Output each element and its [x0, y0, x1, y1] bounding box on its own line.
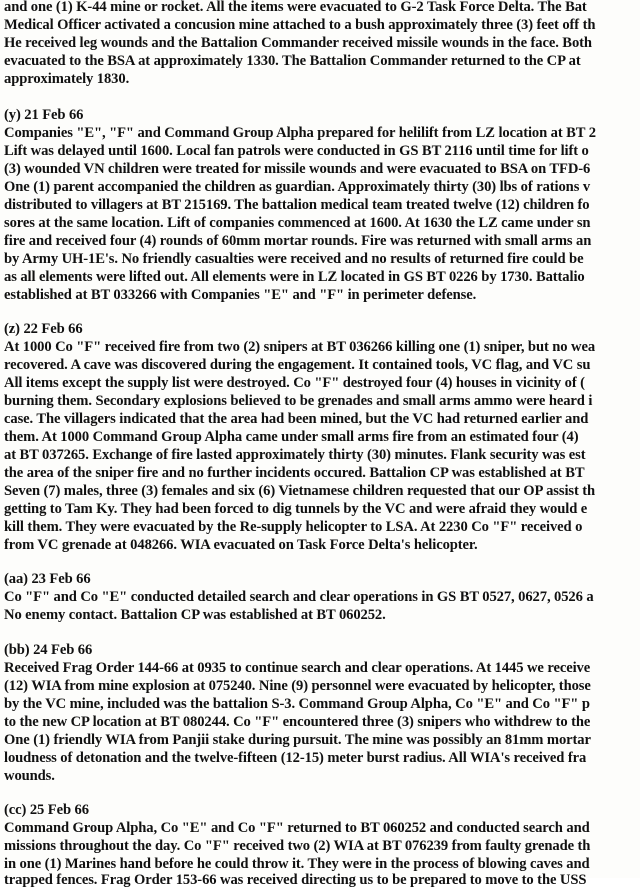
text-line: All items except the supply list were destroyed. Co "F" destroyed four (4) houses in vicinity of (	[4, 375, 585, 391]
text-line: the area of the sniper fire and no further incidents occured. Battalion CP was established at BT	[4, 465, 585, 481]
text-line: evacuated to the BSA at approximately 1330. The Battalion Commander returned to the CP at	[4, 53, 581, 69]
text-line: He received leg wounds and the Battalion Commander received missile wounds in the face. Both	[4, 35, 592, 51]
text-line: One (1) parent accompanied the children as guardian. Approximately thirty (30) lbs of rations v	[4, 179, 591, 195]
text-line: trapped fences. Frag Order 153-66 was received directing us to be prepared to move to the USS	[4, 872, 587, 888]
text-line: (12) WIA from mine explosion at 075240. Nine (9) personnel were evacuated by helicopter, those	[4, 678, 591, 694]
text-line: No enemy contact. Battalion CP was established at BT 060252.	[4, 607, 386, 623]
text-line: by the VC mine, included was the battalion S-3. Command Group Alpha, Co "E" and Co "F" p	[4, 696, 590, 712]
text-line: as all elements were lifted out. All elements were in LZ located in GS BT 0226 by 1730. Battalio	[4, 269, 585, 285]
entry-heading-z: (z) 22 Feb 66	[4, 321, 83, 337]
entry-heading-bb: (bb) 24 Feb 66	[4, 642, 93, 658]
text-line: approximately 1830.	[4, 71, 130, 87]
text-line: loudness of detonation and the twelve-fifteen (12-15) meter burst radius. All WIA's received fra	[4, 750, 587, 766]
text-line: Command Group Alpha, Co "E" and Co "F" returned to BT 060252 and conducted search and	[4, 820, 590, 836]
entry-heading-cc: (cc) 25 Feb 66	[4, 802, 89, 818]
text-line: wounds.	[4, 768, 55, 784]
text-line: sores at the same location. Lift of companies commenced at 1600. At 1630 the LZ came under sn	[4, 215, 591, 231]
text-line: Lift was delayed until 1600. Local fan patrols were conducted in GS BT 2116 until time for lift o	[4, 143, 589, 159]
text-line: burning them. Secondary explosions believed to be grenades and small arms ammo were heard i	[4, 393, 593, 409]
text-line: Medical Officer activated a concusion mine attached to a bush approximately three (3) feet off th	[4, 17, 596, 33]
text-line: Seven (7) males, three (3) females and six (6) Vietnamese children requested that our OP assist th	[4, 483, 596, 499]
text-line: and one (1) K-44 mine or rocket. All the items were evacuated to G-2 Task Force Delta. The Bat	[4, 0, 587, 15]
text-line: established at BT 033266 with Companies "E" and "F" in perimeter defense.	[4, 287, 477, 303]
text-line: kill them. They were evacuated by the Re-supply helicopter to LSA. At 2230 Co "F" received o	[4, 519, 583, 535]
text-line: fire and received four (4) rounds of 60mm mortar rounds. Fire was returned with small arms an	[4, 233, 592, 249]
entry-heading-y: (y) 21 Feb 66	[4, 107, 84, 123]
text-line: Companies "E", "F" and Command Group Alpha prepared for helilift from LZ location at BT 2	[4, 125, 596, 141]
text-line: One (1) friendly WIA from Panjii stake during pursuit. The mine was possibly an 81mm mortar	[4, 732, 591, 748]
text-line: recovered. A cave was discovered during the engagement. It contained tools, VC flag, and VC su	[4, 357, 591, 373]
text-line: Received Frag Order 144-66 at 0935 to continue search and clear operations. At 1445 we receive	[4, 660, 591, 676]
text-line: At 1000 Co "F" received fire from two (2) snipers at BT 036266 killing one (1) sniper, but no wea	[4, 339, 596, 355]
text-line: in one (1) Marines hand before he could throw it. They were in the process of blowing caves and	[4, 856, 590, 872]
text-line: by Army UH-1E's. No friendly casualties were received and no results of returned fire could be	[4, 251, 584, 267]
text-line: case. The villagers indicated that the area had been mined, but the VC had returned earlier and	[4, 411, 589, 427]
text-line: getting to Tam Ky. They had been forced to dig tunnels by the VC and were afraid they would e	[4, 501, 588, 517]
text-line: them. At 1000 Command Group Alpha came under small arms fire from an estimated four (4)	[4, 429, 579, 445]
text-line: Co "F" and Co "E" conducted detailed search and clear operations in GS BT 0527, 0627, 0526 a	[4, 589, 594, 605]
text-line: from VC grenade at 048266. WIA evacuated on Task Force Delta's helicopter.	[4, 537, 478, 553]
text-line: (3) wounded VN children were treated for missile wounds and were evacuated to BSA on TFD-6	[4, 161, 591, 177]
text-line: missions throughout the day. Co "F" received two (2) WIA at BT 076239 from faulty grenade th	[4, 838, 591, 854]
text-line: at BT 037265. Exchange of fire lasted approximately thirty (30) minutes. Flank security was est	[4, 447, 586, 463]
entry-heading-aa: (aa) 23 Feb 66	[4, 571, 91, 587]
text-line: distributed to villagers at BT 215169. The battalion medical team treated twelve (12) children fo	[4, 197, 590, 213]
text-line: to the new CP location at BT 080244. Co "F" encountered three (3) snipers who withdrew to the	[4, 714, 591, 730]
